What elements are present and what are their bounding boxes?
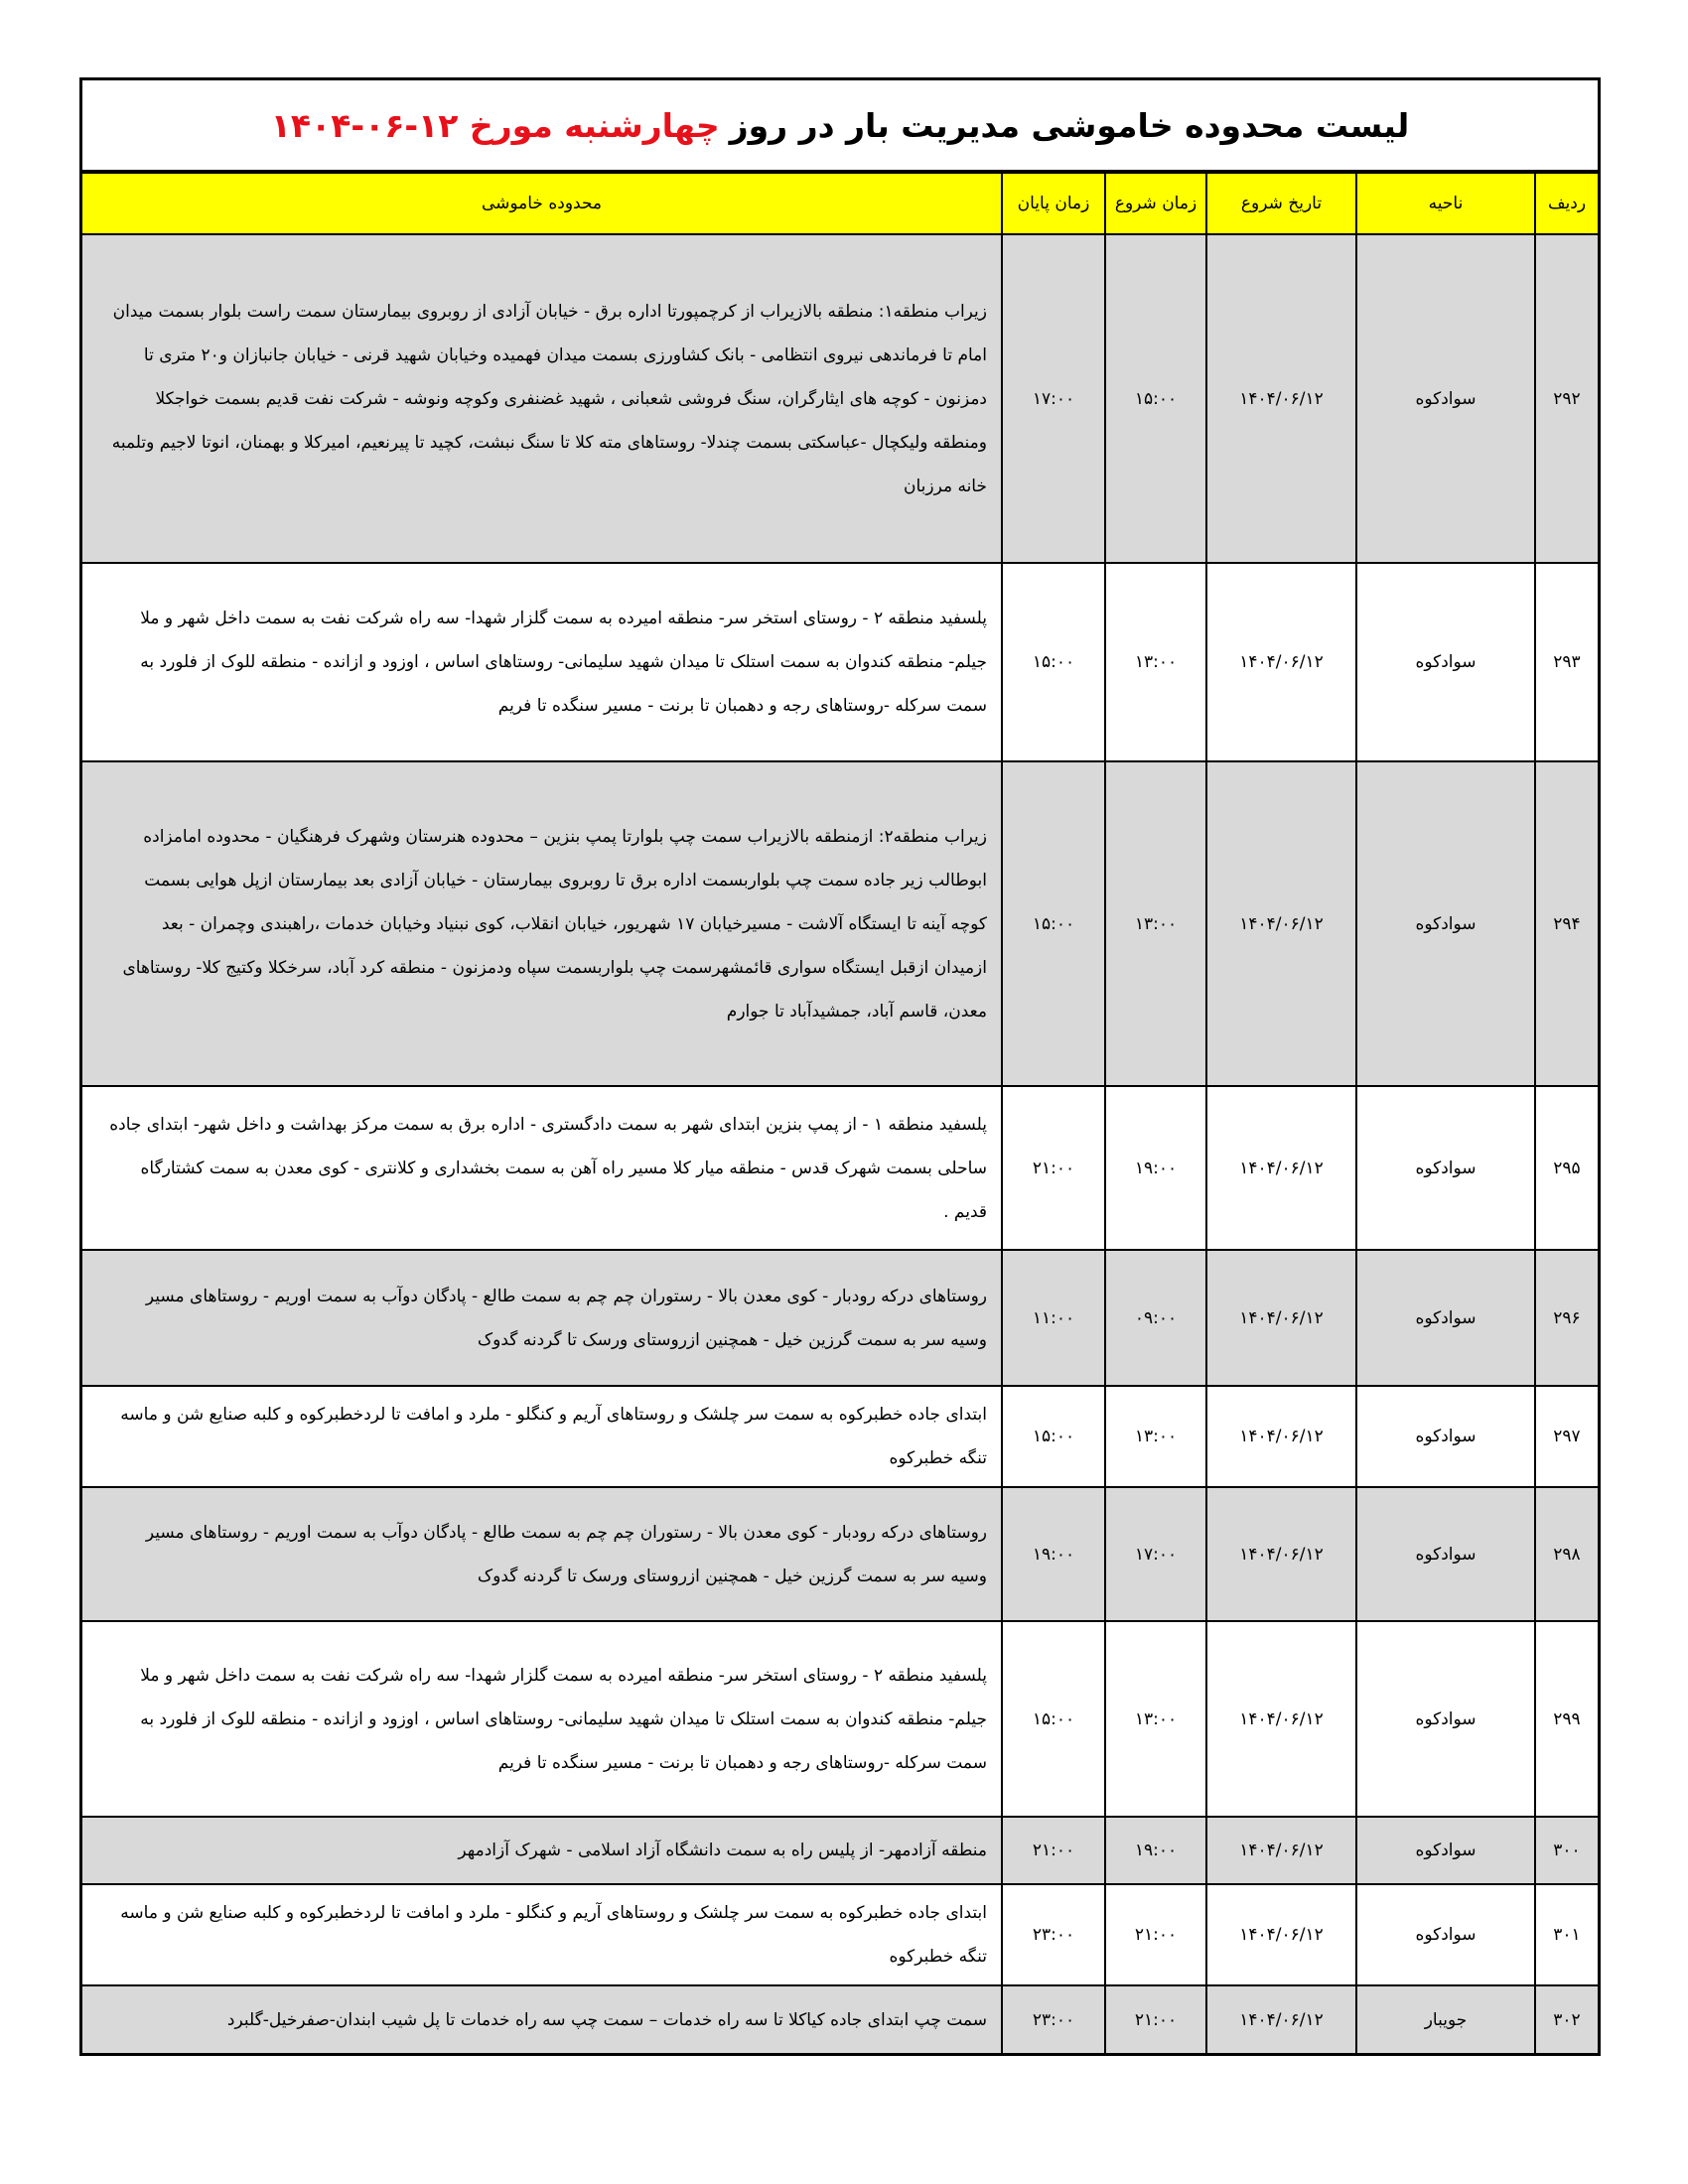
cell-row-no: ۳۰۱ [1535,1884,1598,1985]
cell-area: پلسفید منطقه ۲ - روستای استخر سر- منطقه امیرده به سمت گلزار شهدا- سه راه شرکت نفت به سمت داخل شهر و ملا جیلم- منطقه کندوان به سمت استلک تا میدان شهید سلیمانی- روستاهای اساس ، اوزود و ازانده - منطقه للوک از فلورد به سمت سرکله -روستاهای رجه و دهمبان تا برنت - مسیر سنگده تا فریم [82,1621,1002,1817]
cell-end-time: ۱۵:۰۰ [1002,563,1105,761]
cell-area: روستاهای درکه رودبار - کوی معدن بالا - رستوران چم چم به سمت طالع - پادگان دوآب به سمت اوریم - روستاهای مسیر وسیه سر به سمت گرزین خیل - همچنین ازروستای ورسک تا گردنه گدوک [82,1487,1002,1621]
cell-district: سوادکوه [1356,563,1535,761]
cell-area: پلسفید منطقه ۲ - روستای استخر سر- منطقه امیرده به سمت گلزار شهدا- سه راه شرکت نفت به سمت داخل شهر و ملا جیلم- منطقه کندوان به سمت استلک تا میدان شهید سلیمانی- روستاهای اساس ، اوزود و ازانده - منطقه للوک از فلورد به سمت سرکله -روستاهای رجه و دهمبان تا برنت - مسیر سنگده تا فریم [82,563,1002,761]
cell-end-time: ۱۵:۰۰ [1002,761,1105,1086]
cell-start-time: ۱۵:۰۰ [1105,234,1206,563]
cell-area: زیراب منطقه۲: ازمنطقه بالازیراب سمت چپ بلوارتا پمپ بنزین – محدوده هنرستان وشهرک فرهنگیان - محدوده امامزاده ابوطالب زیر جاده سمت چپ بلواربسمت اداره برق تا روبروی بیمارستان - خیابان آزادی بعد بیمارستان ازپل هوایی بسمت کوچه آینه تا ایستگاه آلاشت - مسیرخیابان ۱۷ شهریور، خیابان انقلاب، کوی نبنیاد وخیابان خدمات ،راهبندی وچمران - بعد ازمیدان ازقبل ایستگاه سواری قائمشهرسمت چپ بلواربسمت سپاه ودمزنون - منطقه کرد آباد، سرخکلا وکتیج کلا- روستاهای معدن، قاسم آباد، جمشیدآباد تا جوارم [82,761,1002,1086]
cell-end-time: ۱۱:۰۰ [1002,1250,1105,1386]
table-row [82,1621,1598,1817]
table-row [82,1487,1598,1621]
cell-start-time: ۱۹:۰۰ [1105,1817,1206,1884]
table-row [82,1985,1598,2053]
table-row [82,761,1598,1086]
cell-start-date: ۱۴۰۴/۰۶/۱۲ [1206,234,1356,563]
cell-area: پلسفید منطقه ۱ - از پمپ بنزین ابتدای شهر به سمت دادگستری - اداره برق به سمت مرکز بهداشت و داخل شهر- ابتدای جاده ساحلی بسمت شهرک قدس - منطقه میار کلا مسیر راه آهن به سمت بخشداری و کلانتری - کوی معدن به سمت کشتارگاه قدیم . [82,1086,1002,1250]
page-title [82,80,1598,172]
cell-start-date: ۱۴۰۴/۰۶/۱۲ [1206,563,1356,761]
cell-end-time: ۱۷:۰۰ [1002,234,1105,563]
cell-row-no: ۲۹۵ [1535,1086,1598,1250]
cell-district: سوادکوه [1356,234,1535,563]
cell-row-no: ۲۹۶ [1535,1250,1598,1386]
cell-district: سوادکوه [1356,1884,1535,1985]
cell-district: سوادکوه [1356,1250,1535,1386]
col-header-row-no: ردیف [1535,173,1598,234]
cell-district: سوادکوه [1356,1621,1535,1817]
table-row [82,1884,1598,1985]
col-header-area: محدوده خاموشی [82,173,1002,234]
cell-start-date: ۱۴۰۴/۰۶/۱۲ [1206,1884,1356,1985]
cell-area: روستاهای درکه رودبار - کوی معدن بالا - رستوران چم چم به سمت طالع - پادگان دوآب به سمت اوریم - روستاهای مسیر وسیه سر به سمت گرزین خیل - همچنین ازروستای ورسک تا گردنه گدوک [82,1250,1002,1386]
col-header-start-time: زمان شروع [1105,173,1206,234]
cell-start-time: ۱۳:۰۰ [1105,563,1206,761]
cell-area: زیراب منطقه۱: منطقه بالازیراب از کرچمپورتا اداره برق - خیابان آزادی از روبروی بیمارستان سمت راست بلوار بسمت میدان امام تا فرماندهی نیروی انتظامی - بانک کشاورزی بسمت میدان فهمیده وخیابان شهید قرنی - خیابان جانبازان و۲۰ متری تا دمزنون - کوچه های ایثارگران، سنگ فروشی شعبانی ، شهید غضنفری وکوچه ونوشه - شرکت نفت قدیم بسمت خواجکلا ومنطقه ولیکچال -عباسکتی بسمت چندلا- روستاهای مته کلا تا سنگ نبشت، کچید تا پیرنعیم، امیرکلا و بهمنان، انوتا لاجیم وتلمبه خانه مرزبان [82,234,1002,563]
table-row [82,1250,1598,1386]
cell-row-no: ۲۹۸ [1535,1487,1598,1621]
cell-district: جویبار [1356,1985,1535,2053]
cell-start-date: ۱۴۰۴/۰۶/۱۲ [1206,1086,1356,1250]
cell-start-time: ۰۹:۰۰ [1105,1250,1206,1386]
cell-row-no: ۳۰۲ [1535,1985,1598,2053]
outage-table [82,172,1598,2053]
cell-end-time: ۱۹:۰۰ [1002,1487,1105,1621]
col-header-end-time: زمان پایان [1002,173,1105,234]
cell-end-time: ۲۱:۰۰ [1002,1817,1105,1884]
cell-start-time: ۱۷:۰۰ [1105,1487,1206,1621]
cell-start-time: ۲۱:۰۰ [1105,1884,1206,1985]
cell-area: منطقه آزادمهر- از پلیس راه به سمت دانشگاه آزاد اسلامی - شهرک آزادمهر [82,1817,1002,1884]
cell-end-time: ۲۳:۰۰ [1002,1884,1105,1985]
cell-row-no: ۲۹۴ [1535,761,1598,1086]
cell-district: سوادکوه [1356,1086,1535,1250]
table-row [82,563,1598,761]
cell-end-time: ۱۵:۰۰ [1002,1386,1105,1487]
cell-end-time: ۲۳:۰۰ [1002,1985,1105,2053]
table-body [82,234,1598,2053]
cell-start-date: ۱۴۰۴/۰۶/۱۲ [1206,1985,1356,2053]
cell-start-time: ۱۹:۰۰ [1105,1086,1206,1250]
table-header-row [82,173,1598,234]
cell-start-date: ۱۴۰۴/۰۶/۱۲ [1206,761,1356,1086]
table-row [82,1386,1598,1487]
cell-start-date: ۱۴۰۴/۰۶/۱۲ [1206,1250,1356,1386]
document-sheet [79,77,1601,2056]
cell-row-no: ۲۹۳ [1535,563,1598,761]
title-date: چهارشنبه مورخ ۱۲-۰۶-۱۴۰۴ [270,105,720,145]
cell-start-time: ۱۳:۰۰ [1105,1621,1206,1817]
col-header-district: ناحیه [1356,173,1535,234]
table-row [82,1817,1598,1884]
cell-start-date: ۱۴۰۴/۰۶/۱۲ [1206,1817,1356,1884]
title-main: لیست محدوده خاموشی مدیریت بار در روز [729,105,1410,145]
cell-start-time: ۱۳:۰۰ [1105,1386,1206,1487]
cell-row-no: ۳۰۰ [1535,1817,1598,1884]
cell-row-no: ۲۹۹ [1535,1621,1598,1817]
cell-start-date: ۱۴۰۴/۰۶/۱۲ [1206,1621,1356,1817]
col-header-start-date: تاریخ شروع [1206,173,1356,234]
cell-district: سوادکوه [1356,1817,1535,1884]
cell-end-time: ۲۱:۰۰ [1002,1086,1105,1250]
cell-start-time: ۲۱:۰۰ [1105,1985,1206,2053]
cell-area: سمت چپ ابتدای جاده کیاکلا تا سه راه خدمات – سمت چپ سه راه خدمات تا پل شیب ابندان-صفرخیل-گلبرد [82,1985,1002,2053]
cell-row-no: ۲۹۲ [1535,234,1598,563]
cell-start-time: ۱۳:۰۰ [1105,761,1206,1086]
table-row [82,234,1598,563]
cell-row-no: ۲۹۷ [1535,1386,1598,1487]
cell-start-date: ۱۴۰۴/۰۶/۱۲ [1206,1487,1356,1621]
cell-district: سوادکوه [1356,761,1535,1086]
table-row [82,1086,1598,1250]
cell-district: سوادکوه [1356,1487,1535,1621]
cell-district: سوادکوه [1356,1386,1535,1487]
cell-start-date: ۱۴۰۴/۰۶/۱۲ [1206,1386,1356,1487]
cell-area: ابتدای جاده خطبرکوه به سمت سر چلشک و روستاهای آریم و کنگلو - ملرد و امافت تا لردخطبرکوه و کلبه صنایع شن و ماسه تنگه خطبرکوه [82,1884,1002,1985]
cell-end-time: ۱۵:۰۰ [1002,1621,1105,1817]
cell-area: ابتدای جاده خطبرکوه به سمت سر چلشک و روستاهای آریم و کنگلو - ملرد و امافت تا لردخطبرکوه و کلبه صنایع شن و ماسه تنگه خطبرکوه [82,1386,1002,1487]
